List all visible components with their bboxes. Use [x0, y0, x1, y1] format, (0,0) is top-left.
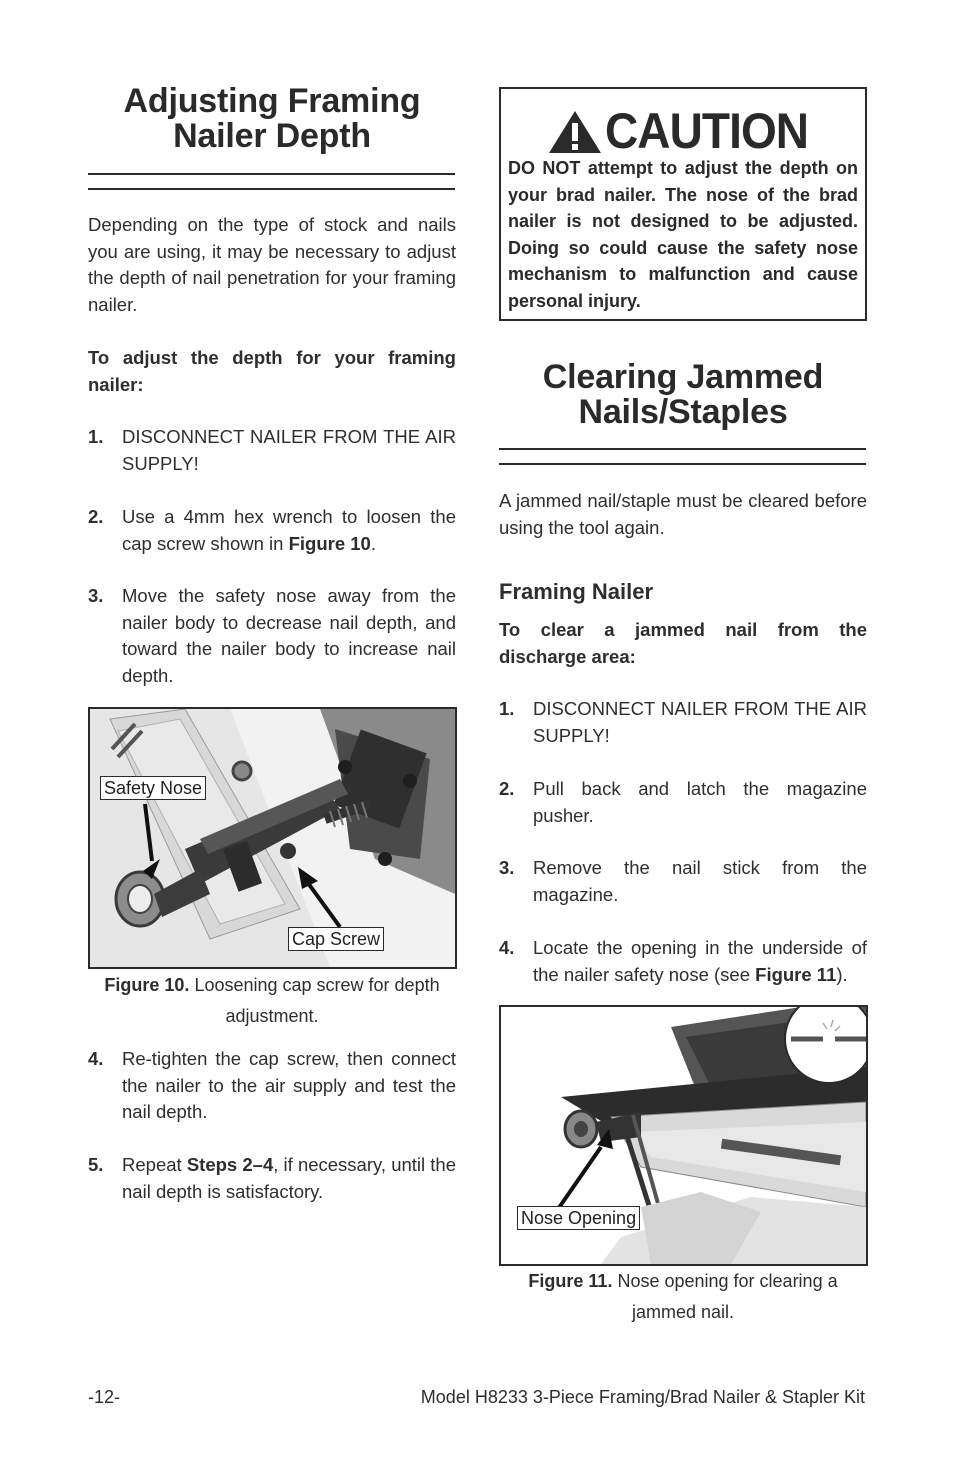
page-number: -12-	[88, 1387, 121, 1407]
figure-11-caption: Figure 11. Nose opening for clearing a jammed nail.	[528, 1271, 838, 1322]
steps-ref: Steps 2–4	[186, 1154, 274, 1175]
figure-ref: Figure 10	[288, 532, 371, 554]
caution-box	[499, 87, 867, 321]
figure-10-caption: Figure 10. Loosening cap screw for depth adjustment.	[104, 975, 440, 1026]
caution-word: CAUTION	[605, 103, 809, 159]
intro-paragraph: A jammed nail/staple must be cleared before using the tool again.	[499, 490, 867, 538]
title-line-2: Nailer Depth	[173, 117, 371, 155]
step-2: 2. Use a 4mm hex wrench to loosen the cap screw shown in Figure 10.	[88, 506, 456, 554]
step-2: 2. Pull back and latch the magazine pusher.	[499, 778, 867, 826]
figure-11-photo	[499, 1005, 868, 1266]
step-3: 3. Move the safety nose away from the nailer body to decrease nail depth, and toward the nailer body to increase nail depth.	[88, 585, 456, 686]
section-title-adjusting	[88, 84, 456, 154]
section-title-clearing	[499, 360, 867, 430]
subheading-framing-nailer: Framing Nailer	[499, 579, 654, 604]
divider-bottom	[88, 188, 455, 190]
step-4: 4. Locate the opening in the underside of the nailer safety nose (see Figure 11).	[499, 937, 867, 985]
procedure-lead: To clear a jammed nail from the discharge area:	[499, 619, 867, 667]
warning-triangle-icon	[547, 109, 603, 155]
step-5: 5. Repeat Steps 2–4, if necessary, until the nail depth is satisfactory.	[88, 1154, 457, 1202]
label-nose-opening: Nose Opening	[517, 1206, 640, 1230]
title-line-1: Clearing Jammed	[542, 358, 824, 396]
step-3: 3. Remove the nail stick from the magazine.	[499, 857, 867, 905]
divider-top	[88, 173, 455, 175]
figure-ref: Figure 11	[755, 963, 837, 985]
divider-top	[499, 448, 866, 450]
figure-10-photo	[88, 707, 457, 969]
step-1: 1. DISCONNECT NAILER FROM THE AIR SUPPLY!	[499, 698, 867, 746]
title-line-1: Adjusting Framing	[123, 82, 421, 120]
step-1: 1. DISCONNECT NAILER FROM THE AIR SUPPLY!	[88, 426, 456, 474]
nailer-depth-illustration	[90, 709, 455, 967]
label-safety-nose: Safety Nose	[100, 776, 206, 800]
caution-header	[547, 103, 867, 159]
label-cap-screw: Cap Screw	[288, 927, 384, 951]
step-4: 4. Re-tighten the cap screw, then connect the nailer to the air supply and test the nail depth.	[88, 1048, 456, 1122]
caution-text: DO NOT attempt to adjust the depth on your brad nailer. The nose of the brad nailer is not designed to be adjusted. Doing so could cause the safety nose mechanism to malfunction and cause personal injury.	[508, 158, 858, 311]
procedure-lead: To adjust the depth for your framing nailer:	[88, 347, 456, 395]
title-line-2: Nails/Staples	[578, 393, 788, 431]
divider-bottom	[499, 463, 866, 465]
model-footer: Model H8233 3-Piece Framing/Brad Nailer & Stapler Kit	[420, 1387, 865, 1407]
intro-paragraph: Depending on the type of stock and nails you are using, it may be necessary to adjust the depth of nail penetration for your framing nailer.	[88, 214, 456, 315]
